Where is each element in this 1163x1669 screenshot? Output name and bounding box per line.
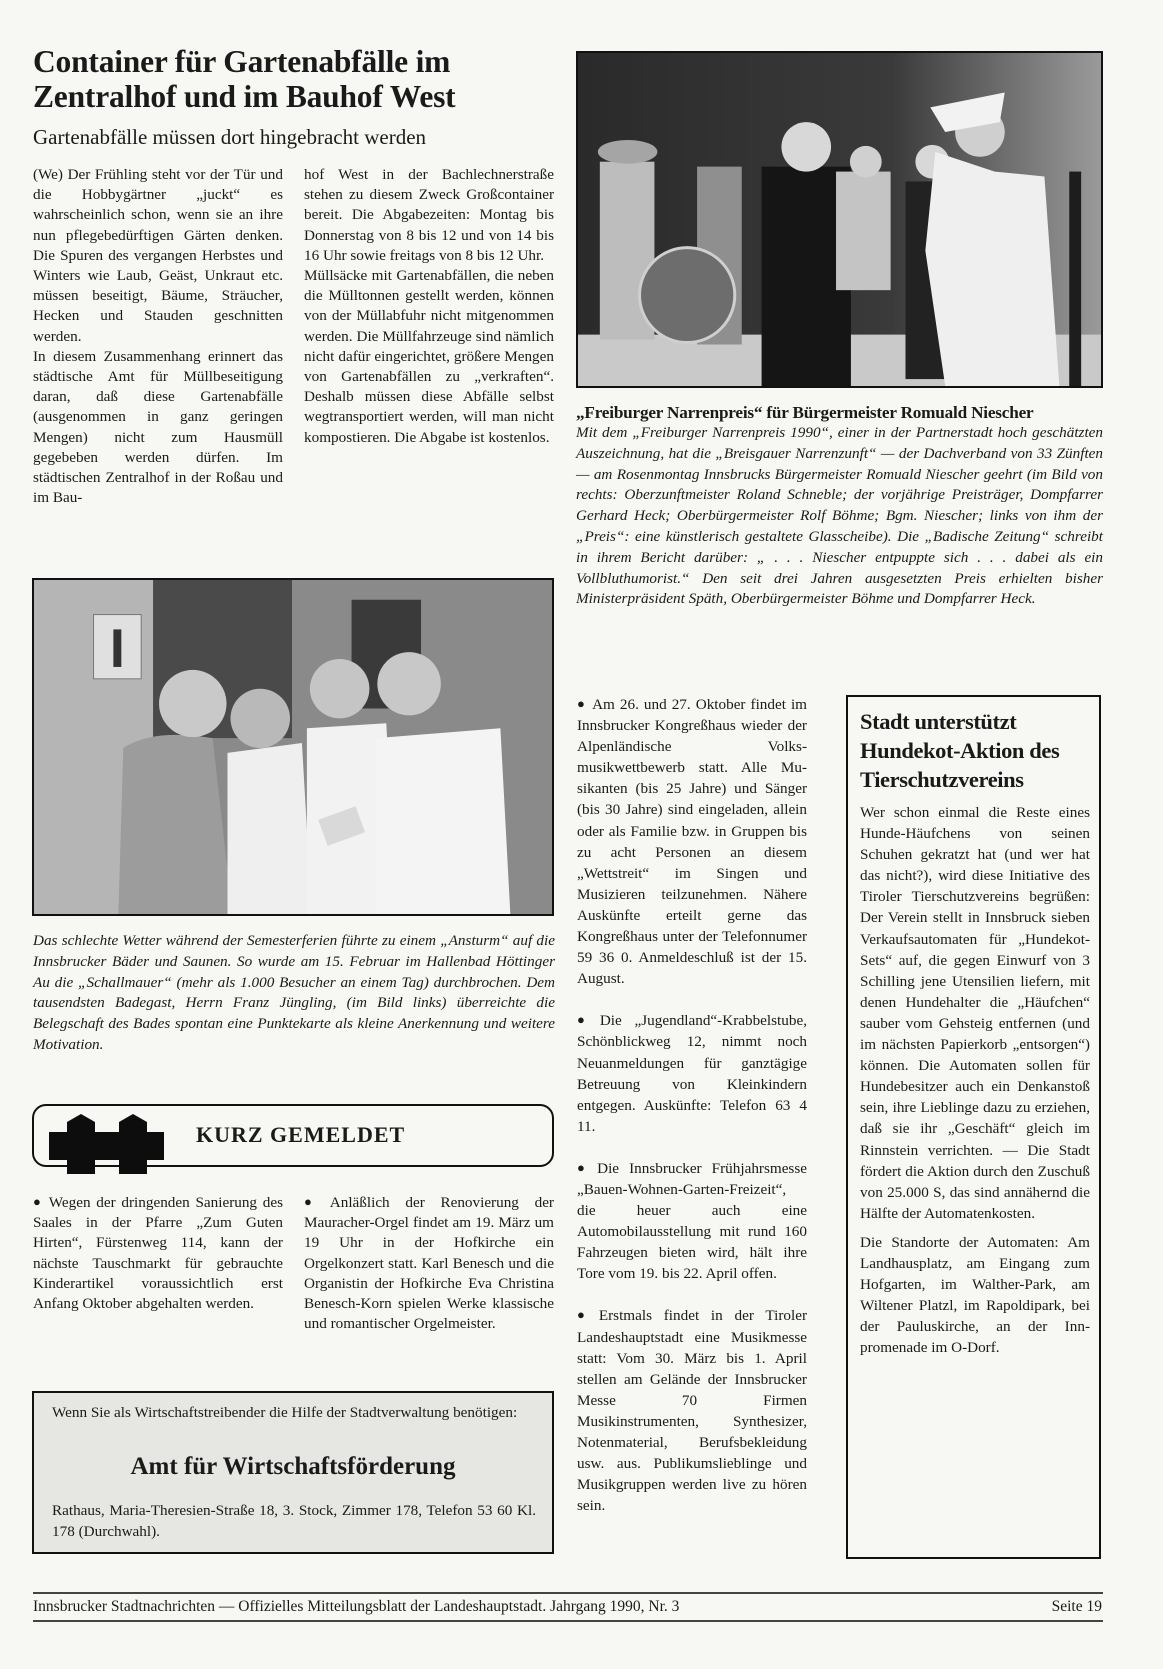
hundekot-paragraph: Wer schon einmal die Reste eines Hunde-Häufchens von seinen Schuhen gekratzt hat (und wer hat das nicht?), wird diese Initiative des Tiroler Tierschutzvereins begrüßen: Der Verein stellt in Innsbruck sieben Verkaufsautomaten für „Hundekot-Sets“ auf, die gegen Einwurf von 3 Schilling jene Utensilien liefern, mit denen Hundehalter die „Häufchen“ sauber vom Gehsteig entfernen (und im nächsten Papierkorb „entsorgen“) können. Die Automaten sollen für Hundebesitzer auch ein Denkanstoß sein, ihre Lieblinge dazu zu erziehen, daß sie ihr „Geschäft“ gleich im Rinnstein verrichten. — Die Stadt fördert die Aktion durch den Zuschuß von 25.000 S, das sind annähernd die Hälfte der Automatenkosten. [860, 804, 1090, 1222]
main-article-column-1 [33, 165, 283, 508]
main-article-paragraph: Müllsäcke mit Gartenabfällen, die neben die Mülltonnen gestellt werden, können von der Müllabfuhr nicht mitgenommen werden. Die Müllfahrzeuge sind nämlich nicht dafür eingerichtet, größere Mengen von Gartenabfällen zu „verkraften“. Deshalb müssen diese Abfälle selbst wegtransportiert werden, will man nicht kompostieren. Die Abgabe ist kostenlos. [304, 267, 554, 446]
note-item [577, 1009, 807, 1137]
houses-icon [49, 1114, 164, 1174]
bullet-icon: ● [577, 1159, 592, 1175]
bullet-icon: ● [577, 1307, 593, 1323]
wirtschaftsfoerderung-address: Rathaus, Maria-Theresien-Straße 18, 3. Stock, Zimmer 178, Telefon 53 60 Kl. 178 (Durchwahl). [52, 1502, 536, 1540]
kurz-gemeldet-item-text: Wegen der dringenden Sanierung des Saales in der Pfarre „Zum Guten Hirten“, Fürstenweg 114, kann der nächste Tauschmarkt für gebrauchte Kinderartikel voraussichtlich erst Anfang Oktober abgehalten werden. [33, 1194, 283, 1313]
hundekot-box [846, 695, 1101, 1559]
footer-rule-bottom [33, 1620, 1103, 1622]
main-article-paragraph: hof West in der Bachlechnerstraße stehen zu diesem Zweck Großcontainer bereit. Die Abgabezeiten: Montag bis Donnerstag von 8 bis 12 und von 14 bis 16 Uhr sowie freitags von 8 bis 12 Uhr. [304, 166, 554, 264]
bullet-icon: ● [304, 1194, 324, 1209]
main-article-title: Container für Gartenabfälle im Zentralhof und im Bauhof West [33, 44, 456, 114]
sauna-caption: Das schlechte Wetter während der Semesterferien führte zu einem „Ansturm“ auf die Innsbrucker Bäder und Saunen. So wurde am 15. Februar im Hallenbad Höttinger Au die „Schallmauer“ (mehr als 1.000 Besucher an einem Tag) durchbrochen. Dem tausendsten Badegast, Herrn Franz Jüngling, (im Bild links) überreichte die Belegschaft des Bades spontan eine Punktekarte als kleine Anerkennung und weitere Motivation. [33, 932, 555, 1053]
footer-page-number: Seite 19 [1051, 1598, 1102, 1615]
bullet-icon: ● [33, 1194, 43, 1209]
kurz-gemeldet-header [32, 1104, 554, 1167]
hundekot-paragraph: Die Standorte der Automaten: Am Landhausplatz, am Eingang zum Hofgarten, im Walther-Park, am Wiltener Platzl, im Rapoldipark, bei der Pauluskirche, an der Innpromenade im O-Dorf. [860, 1233, 1090, 1357]
wirtschaftsfoerderung-title: Amt für Wirtschaftsförderung [130, 1453, 456, 1480]
main-article-paragraph: (We) Der Frühling steht vor der Tür und die Hobbygärtner „juckt“ es wahrscheinlich schon, wenn sie an ihre nun pflegebedürftigen Gärten denken. Die Spuren des vergangen Herbstes und Winters wie Laub, Geäst, Unkraut etc. müssen beseitigt, Bäume, Sträucher, Hecken und Stauden geschnitten werden. [33, 166, 283, 345]
narrenpreis-photo-image [578, 53, 1101, 386]
hundekot-body [860, 802, 1090, 1358]
narrenpreis-caption: Mit dem „Freiburger Narrenpreis 1990“, einer in der Partnerstadt hoch geschätzten Auszeichnung, hat die „Breisgauer Narrenzunft“ — der Dachverband von 33 Zünften — am Rosenmontag Innsbrucks Bürgermeister Romuald Niescher geehrt (im Bild von rechts: Oberzunftmeister Roland Schneble; der vorjährige Preisträger, Dompfarrer Gerhard Heck; Oberbürgermeister Rolf Böhme; Bgm. Niescher; links von ihm der „Preis“: eine künstlerisch gestaltete Glasscheibe). Die „Badische Zeitung“ schreibt in ihrem Bericht darüber: „ . . . Niescher entpuppte sich . . . dabei als ein Vollbluthumorist.“ Den seit drei Jahren ausgesetzten Preis erhielten bisher Ministerpräsident Späth, Oberbürgermeister Böhme und Dompfarrer Heck. [576, 424, 1103, 608]
wirtschaftsfoerderung-intro: Wenn Sie als Wirtschaftstreibender die Hilfe der Stadtverwaltung benötigen: [52, 1404, 518, 1421]
footer-rule-top [33, 1592, 1103, 1594]
note-item-text: Erstmals findet in der Tiroler Landeshauptstadt eine Musikmesse statt: Vom 30. März bis 1. April stellen am Gelände der Innsbrucker Messe 70 Firmen Musikinstrumenten, Synthesizer, Notenmaterial, Berufsbekleidung usw. aus. Publikumslieblinge und Musikgruppen werden live zu hören sein. [577, 1307, 808, 1515]
bullet-icon: ● [577, 1012, 594, 1028]
hundekot-title: Stadt unterstützt Hundekot-Aktion des Tierschutzvereins [860, 709, 1060, 792]
wirtschaftsfoerderung-box [32, 1391, 554, 1554]
note-item [577, 693, 807, 989]
note-item-text: Die „Jugendland“-Krabbelstube, Schönblickweg 12, nimmt noch Neuanmeldungen für ganztägige Betreuung von Kleinkindern entgegen. Auskünfte: Telefon 63 4 11. [577, 1012, 807, 1135]
kurz-gemeldet-item [33, 1192, 283, 1314]
kurz-gemeldet-item [304, 1192, 554, 1334]
notes-column [577, 693, 807, 1536]
kurz-gemeldet-title: KURZ GEMELDET [196, 1122, 406, 1147]
narrenpreis-headline: „Freiburger Narrenpreis“ für Bürgermeister Romuald Niescher [576, 403, 1034, 422]
narrenpreis-photo [576, 51, 1103, 388]
kurz-gemeldet-item-text: Anläßlich der Renovierung der Mauracher-Orgel findet am 19. März um 19 Uhr in der Hofkirche ein Orgelkonzert statt. Karl Benesch und die Organistin der Hofkirche Eva Christina Benesch-Korn spielen Werke klassische und romantischer Orgelmeister. [304, 1194, 554, 1333]
note-item [577, 1304, 807, 1516]
note-item-text: Am 26. und 27. Oktober findet im Innsbrucker Kongreßhaus wieder der Alpenländische Volksmusikwettbewerb statt. Alle Musikanten (bis 25 Jahre) und Sänger (bis 30 Jahre) sind eingeladen, allein oder als Familie bzw. in Gruppen bis zu acht Personen an diesem „Wettstreit“ im Singen und Musizieren teilzunehmen. Nähere Auskünfte erteilt gerne das Kongreßhaus unter der Telefonnumer 59 36 0. Anmeldeschluß ist der 15. August. [577, 696, 807, 988]
note-item-text: Die Innsbrucker Frühjahrsmesse „Bauen-Wohnen-Garten-Freizeit“, die heuer auch eine Automobilausstellung mit rund 160 Fahrzeugen bieten wird, hält ihre Tore vom 19. bis 22. April offen. [577, 1159, 807, 1283]
sauna-photo-image [34, 580, 552, 914]
main-article-subtitle: Gartenabfälle müssen dort hingebracht werden [33, 125, 427, 149]
main-article-column-2 [304, 165, 554, 448]
bullet-icon: ● [577, 696, 587, 711]
footer-publication: Innsbrucker Stadtnachrichten — Offizielles Mitteilungsblatt der Landeshauptstadt. Jahrgang 1990, Nr. 3 [33, 1598, 680, 1615]
main-article-paragraph: In diesem Zusammenhang erinnert das städtische Amt für Müllbeseitigung daran, daß diese Gartenabfälle (ausgenommen in ganz geringen Mengen) nicht zum Hausmüll gegebeben werden dürfen. Im städtischen Zentralhof in der Roßau und im Bau- [33, 347, 283, 507]
sauna-photo [32, 578, 554, 916]
note-item [577, 1157, 807, 1285]
